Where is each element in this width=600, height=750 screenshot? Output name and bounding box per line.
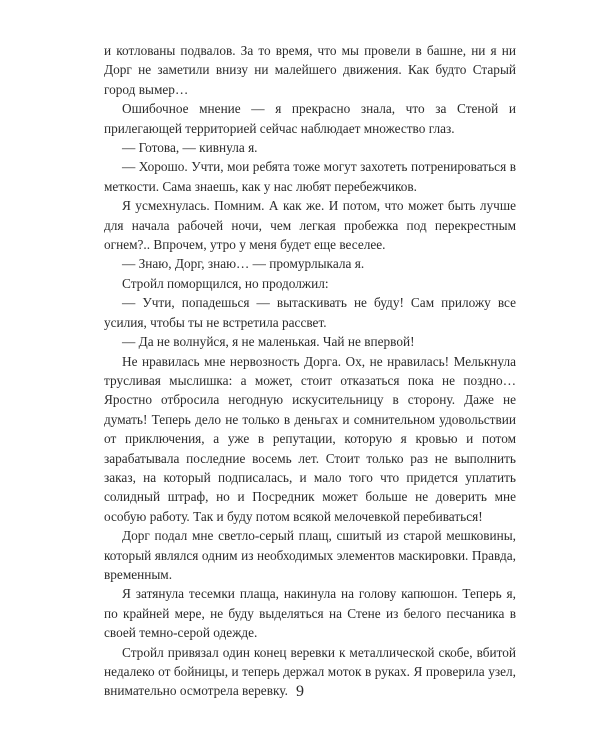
paragraph: Стройл привязал один конец веревки к металлической скобе, вбитой недалеко от бойницы, и теперь держал моток в руках. Я проверила узел, внимательно осмотрела веревку. xyxy=(104,644,516,699)
paragraph: — Готова, — кивнула я. xyxy=(122,140,258,156)
paragraph: Не нравилась мне нервозность Дорга. Ох, не нравилась! Мелькнула трусливая мыслишка: а может, стоит отказаться пока не поздно… Яростно отбросила негодную искусительницу в сторону. Даже не думать! Теперь дело не только в деньгах и сомнительном удовольствии от приключения, а уже в репутации, которую я кровью и потом зарабатывала последние восемь лет. Стоит только раз не выполнить заказ, на который подписалась, и мало того что придется уплатить солидный штраф, но и Посредник может больше не доверить мне особую работу. Так и буду потом всякой мелочевкой перебиваться! xyxy=(104,353,516,524)
paragraph: — Знаю, Дорг, знаю… — промурлыкала я. xyxy=(122,256,365,272)
paragraph: — Хорошо. Учти, мои ребята тоже могут захотеть потренироваться в меткости. Сама знаешь, как у нас любят перебежчиков. xyxy=(104,159,516,194)
paragraph: — Да не волнуйся, я не маленькая. Чай не впервой! xyxy=(122,334,415,350)
paragraph: Стройл поморщился, но продолжил: xyxy=(122,275,329,291)
paragraph: Я затянула тесемки плаща, накинула на голову капюшон. Теперь я, по крайней мере, не буду выделяться на Стене из белого песчаника в своей темно-серой одежде. xyxy=(104,586,516,641)
paragraph: — Учти, попадешься — вытаскивать не буду! Сам приложу все усилия, чтобы ты не встретила рассвет. xyxy=(104,295,516,330)
paragraph: Ошибочное мнение — я прекрасно знала, что за Стеной и прилегающей территорией сейчас наблюдает множество глаз. xyxy=(104,101,516,136)
page-number: 9 xyxy=(296,683,304,700)
paragraph: и котлованы подвалов. За то время, что мы провели в башне, ни я ни Дорг не заметили внизу ни малейшего движения. Как будто Старый город вымер… xyxy=(104,43,516,97)
body-text xyxy=(104,41,516,701)
paragraph: Дорг подал мне светло-серый плащ, сшитый из старой мешковины, который являлся одним из необходимых элементов маскировки. Правда, временным. xyxy=(104,528,516,582)
paragraph: Я усмехнулась. Помним. А как же. И потом, что может быть лучше для начала рабочей ночи, чем легкая пробежка под перекрестным огнем?.. Впрочем, утро у меня будет еще веселее. xyxy=(104,198,516,253)
